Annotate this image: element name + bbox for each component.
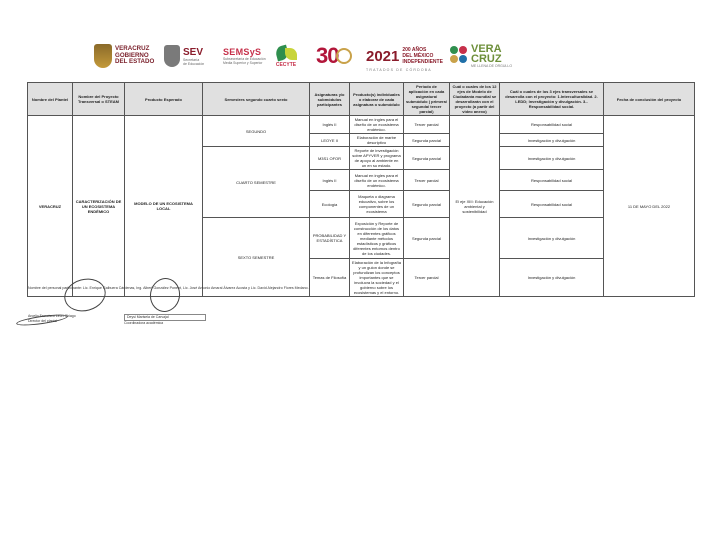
- cell-periodo: Tercer parcial: [404, 116, 450, 134]
- cecyte-logo: [273, 38, 299, 74]
- cell-asignatura: Temas de Filosofía: [310, 259, 350, 297]
- cell-asignatura: Inglés II: [310, 170, 350, 191]
- header-ejes-transversales: Cuál o cuales de los 3 ejes transversales se desarrolla con el proyecto: 1.Interculturalidad. 2. LEDD; Investigación y divulgación. 3.- Responsabilidad social.: [500, 83, 604, 116]
- sev-logo-sub1: Secretaría: [183, 57, 200, 62]
- veracruz-logo-line3: DEL ESTADO: [115, 58, 155, 66]
- table-header-row: [28, 83, 695, 116]
- bicentenario-line2: DEL MÉXICO: [402, 53, 434, 59]
- cell-asignatura: Ecología: [310, 191, 350, 218]
- cell-eje-transversal: Responsabilidad social: [500, 191, 604, 218]
- header-proyecto: Nombre del Proyecto Transversal o STEAM: [73, 83, 125, 116]
- sev-logo-sub2: de Educación: [183, 61, 205, 66]
- participants-text: Nombre del personal participante: Lic. Enrique Galbuera Cárdenas, Ing. Albert González Ponent, Lic. José Antonio Amaral Álvarez Acosta y Lic. David Alejandro Flores Medano.: [28, 286, 309, 290]
- national-shield-icon: [164, 45, 180, 67]
- header-productos-individuales: Producto(s) individuales o elaborar de cada asignatura o submódulo: [350, 83, 404, 116]
- header-plantel: Nombre del Plantel: [28, 83, 73, 116]
- table-row: [28, 116, 695, 134]
- header-periodo: Periodo de aplicación en cada asignatura/ submódulo ( primera/ segunda/ tercer parcial): [404, 83, 450, 116]
- cell-producto-individual: Reporte de investigación sobre APYVER y programa de apoyo al ambiente en un en su estado.: [350, 147, 404, 170]
- cell-eje-ciudadania: El eje XIII: Educación ambiental y sostenibilidad: [450, 116, 500, 297]
- vera-cruz-sub: ME LLENA DE ORGULLO: [471, 64, 513, 68]
- cecyte-logo-text: CECYTE: [275, 62, 297, 68]
- thirty-years-logo: [316, 38, 352, 74]
- cell-periodo: Segundo parcial: [404, 191, 450, 218]
- cell-eje-transversal: Investigación y divulgación: [500, 147, 604, 170]
- cell-semestre-segundo: SEGUNDO: [203, 116, 310, 147]
- signature-name: Arcelio Francisco León Chiago: [28, 314, 76, 318]
- header-logos: [88, 38, 648, 74]
- header-semestres: Semestres segundo cuarto sexto: [203, 83, 310, 116]
- bicentenario-sub: TRATADOS DE CÓRDOBA: [366, 68, 432, 72]
- cell-periodo: Tercer parcial: [404, 170, 450, 191]
- cell-producto-individual: Exposición y Reporte de construcción de los datos en diferentes gráficos mediante métodos estadísticos y gráficos diferentes entornos dentro de los ciudades.: [350, 218, 404, 259]
- veracruz-logo-line2: GOBIERNO: [115, 51, 149, 59]
- cell-producto-individual: Elaboración de la Infografía y un guion donde se profundizan los conceptos importantes que se involucra la sociedad y el gobierno sobre los ecosistemas y el entorno.: [350, 259, 404, 297]
- cell-producto-individual: Manual en ingles para el diseño de un ecosistema endémico.: [350, 170, 404, 191]
- cell-eje-transversal: Investigación y divulgación: [500, 259, 604, 297]
- signature-director: [28, 314, 76, 324]
- cell-asignatura: LEOYE II: [310, 134, 350, 147]
- cell-eje-transversal: Investigación y divulgación: [500, 134, 604, 147]
- cell-producto-individual: Maqueta o diagrama educativo, sobre los componentes de un ecosistema: [350, 191, 404, 218]
- cell-periodo: Tercer parcial: [404, 259, 450, 297]
- cell-periodo: Segunda parcial: [404, 147, 450, 170]
- sev-logo-title: SEV: [183, 46, 204, 58]
- cell-periodo: Segunda parcial: [404, 134, 450, 147]
- vera-cruz-line2: CRUZ: [471, 53, 502, 65]
- header-producto: Producto Esperado: [125, 83, 203, 116]
- bicentenario-line1: 200 AÑOS: [402, 47, 427, 53]
- vera-cruz-logo: [450, 38, 512, 74]
- veracruz-logo-line1: VERACRUZ: [115, 44, 150, 52]
- bicentenario-year: 2021: [366, 47, 400, 65]
- cell-eje-transversal: Responsabilidad social: [500, 170, 604, 191]
- sev-logo: [164, 38, 204, 74]
- cell-fecha: 11 DE MAYO DEL 2022: [604, 116, 695, 297]
- cell-asignatura: PROBABILIDAD Y ESTADÍSTICA: [310, 218, 350, 259]
- semsys-logo-title: SEMSyS: [223, 47, 262, 57]
- cell-eje-transversal: Responsabilidad social: [500, 116, 604, 134]
- header-fecha: Fecha de conclusión del proyecto: [604, 83, 695, 116]
- cell-asignatura: M3S1 OFOR: [310, 147, 350, 170]
- cell-asignatura: Inglés II: [310, 116, 350, 134]
- cell-eje-transversal: Investigación y divulgación: [500, 218, 604, 259]
- cell-semestre-sexto: SEXTO SEMESTRE: [203, 218, 310, 297]
- signature-coordinadora: [124, 314, 206, 326]
- thirty-years-number: 30: [316, 43, 339, 68]
- vera-cruz-line1: VERA: [471, 43, 502, 55]
- bicentenario-logo: [366, 38, 446, 74]
- semsys-logo-sub1: Subsecretaría de Educación: [223, 57, 266, 61]
- signature-role: Director del plantel: [28, 319, 58, 323]
- ring-icon: [336, 48, 352, 64]
- veracruz-shield-icon: [94, 44, 112, 68]
- veracruz-government-logo: [94, 38, 154, 74]
- project-table: [27, 82, 695, 297]
- cecyte-leaf-icon: [273, 44, 299, 68]
- cell-producto-individual: Elaboración de marbe descriptivo: [350, 134, 404, 147]
- signature-role: Coordinadora académica: [124, 321, 164, 325]
- cell-producto-esperado: MODELO DE UN ECOSISTEMA LOCAL: [125, 116, 203, 297]
- bicentenario-line3: INDEPENDIENTE: [402, 59, 443, 65]
- cell-producto-individual: Manual en ingles para el diseño de un ecosistema endémico.: [350, 116, 404, 134]
- signature-name: Deysi Marisela de Carvajal: [124, 314, 206, 321]
- cell-periodo: Segunda parcial: [404, 218, 450, 259]
- cell-semestre-cuarto: CUARTO SEMESTRE: [203, 147, 310, 218]
- flower-icon: [450, 46, 468, 66]
- header-ejes-ciudadania: Cuál o cuales de los 12 ejes de Modelo de Ciudadanía mundial se desarrollarán con el proyecto (a partir del video anexo): [450, 83, 500, 116]
- cell-proyecto: CARACTERIZACIÓN DE UN ECOSISTEMA ENDÉMICO: [73, 116, 125, 297]
- semsys-logo: [223, 38, 266, 74]
- cell-plantel: VERACRUZ: [28, 116, 73, 297]
- header-asignaturas: Asignaturas y/o submódulos participantes: [310, 83, 350, 116]
- semsys-logo-sub2: Media Superior y Superior: [223, 61, 263, 65]
